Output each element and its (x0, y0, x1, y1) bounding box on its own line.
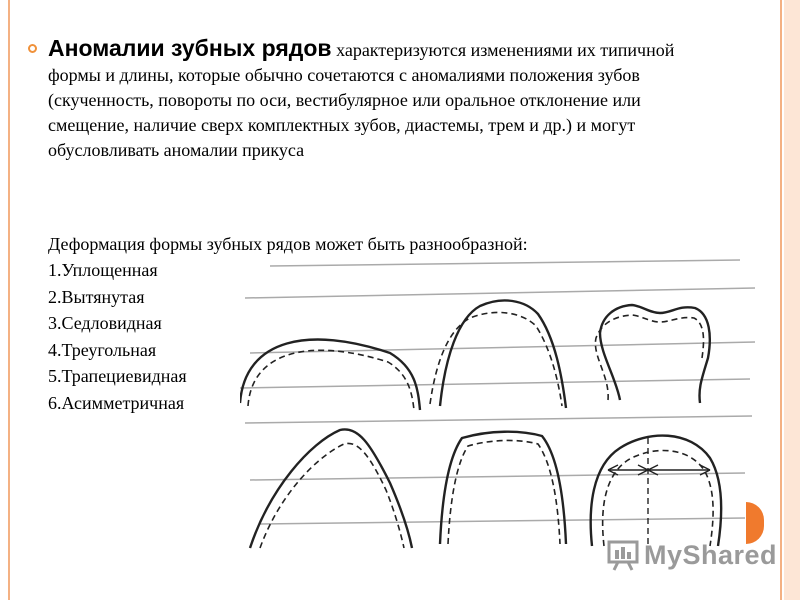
watermark-text: MyShared (644, 539, 778, 570)
list-item: 4.Треугольная (48, 339, 157, 360)
paragraph-body: характеризуются изменениями их типичной формы и длины, которые обычно сочетаются с аномалиями положения зубов (скученность, повороты по оси, вестибулярное или оральное отклонение или смещение, наличие сверх комплектных зубов, диастемы, трем и др.) и могут обусловливать аномалии прикуса (48, 40, 675, 160)
dental-arch-figure (240, 258, 760, 558)
bullet-icon (28, 44, 37, 53)
list-item: 1.Уплощенная (48, 260, 158, 280)
scan-background-lines (240, 260, 755, 524)
list-item: 5.Трапециевидная (48, 366, 187, 386)
arch-triangular (250, 429, 412, 548)
main-paragraph (48, 36, 688, 163)
slide-heading: Аномалии зубных рядов (48, 35, 332, 61)
right-frame-line (780, 0, 782, 600)
watermark-logo (606, 538, 777, 572)
arch-trapezoidal (440, 432, 566, 544)
list-item: 6.Асимметричная (48, 392, 185, 413)
list-item: 2.Вытянутая (48, 286, 145, 307)
list-intro: Деформация формы зубных рядов может быть разнообразной: (48, 234, 528, 254)
arch-saddle (595, 305, 709, 403)
arch-elongated (430, 300, 566, 408)
left-frame-line (8, 0, 10, 600)
presentation-board-icon (606, 538, 640, 572)
right-border-strip (784, 0, 800, 600)
deformation-list (48, 257, 187, 416)
list-item: 3.Седловидная (48, 313, 162, 333)
